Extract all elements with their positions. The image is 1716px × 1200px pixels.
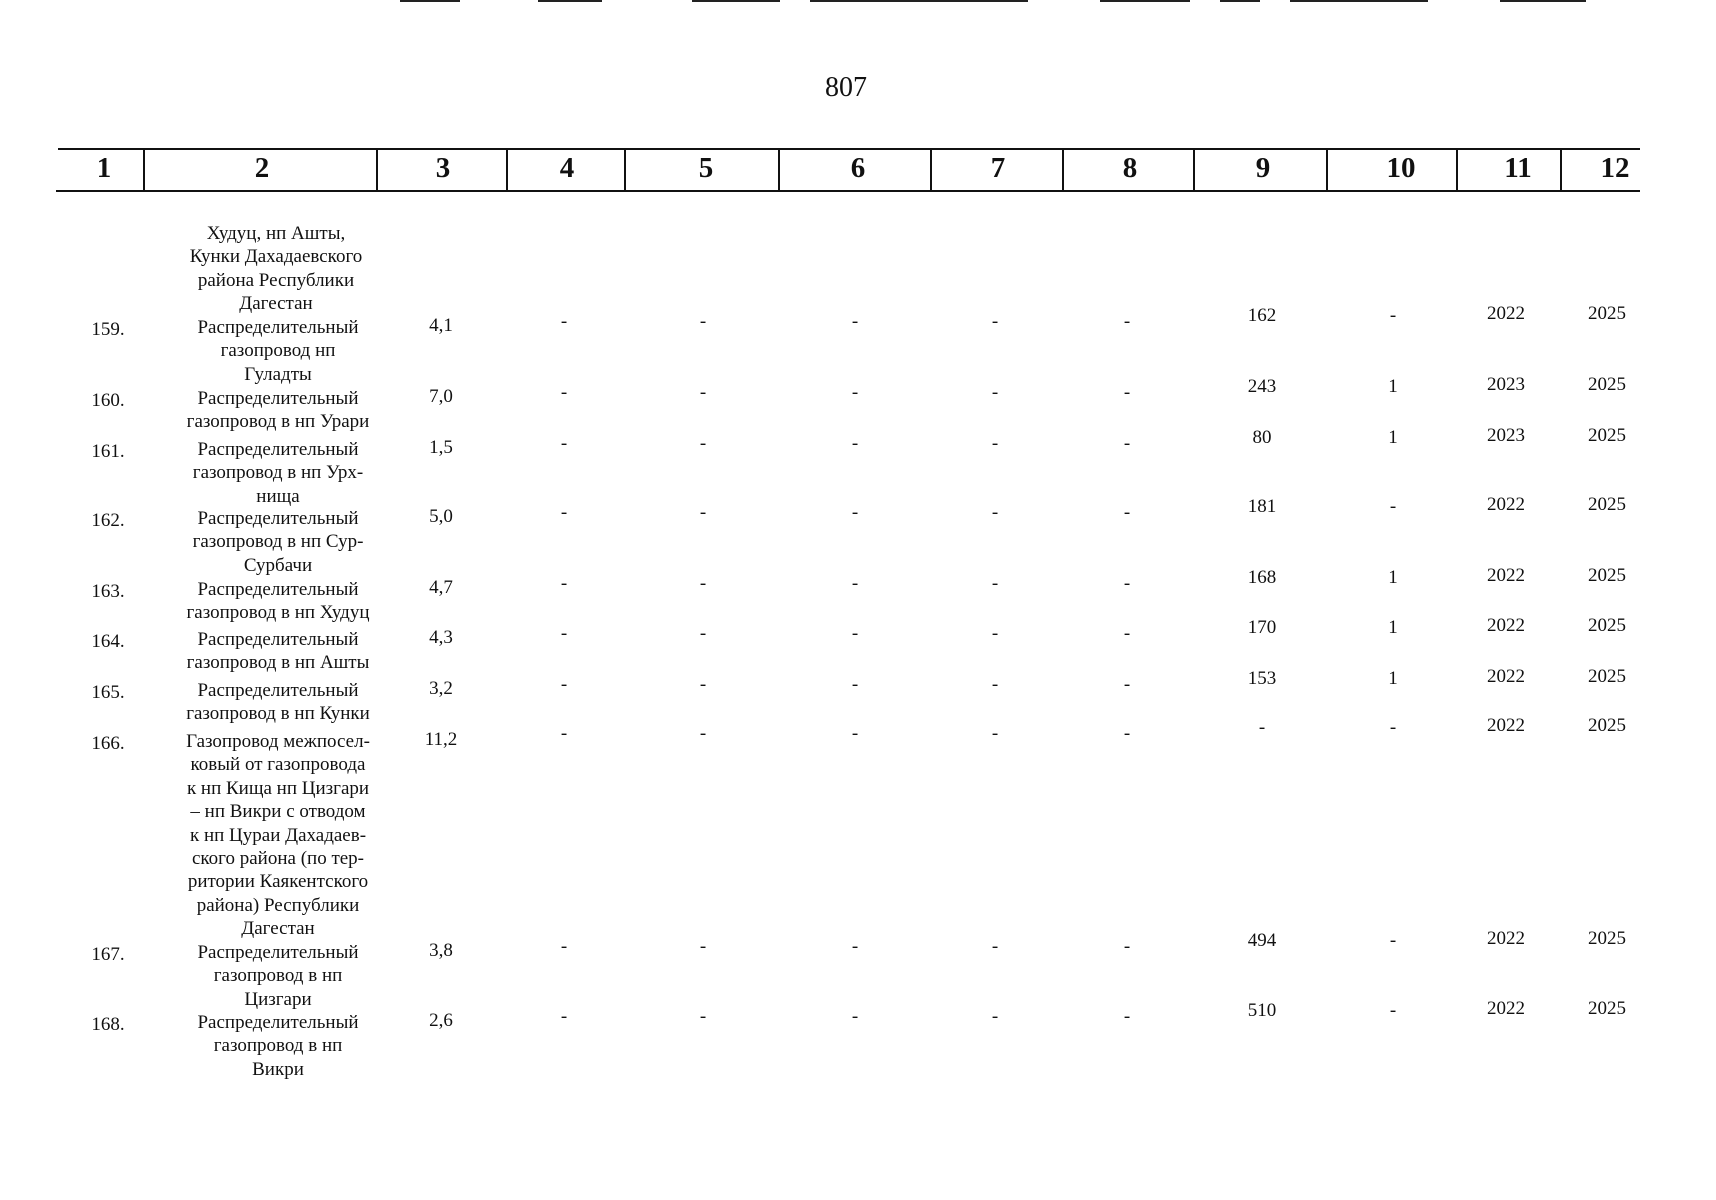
value-c7: - bbox=[991, 623, 999, 644]
end-year: 2025 bbox=[1588, 565, 1626, 586]
value-c10: - bbox=[1389, 305, 1397, 326]
value-c6: - bbox=[851, 502, 859, 523]
scan-artifact bbox=[810, 0, 1028, 2]
value-c7: - bbox=[991, 1006, 999, 1027]
row-number: 161. bbox=[91, 441, 125, 462]
length-km: 1,5 bbox=[429, 437, 453, 458]
column-header-2: 2 bbox=[254, 152, 270, 184]
value-c4: - bbox=[560, 502, 568, 523]
value-c10: 1 bbox=[1388, 668, 1398, 689]
value-c4: - bbox=[560, 674, 568, 695]
value-c5: - bbox=[699, 382, 707, 403]
start-year: 2022 bbox=[1487, 303, 1525, 324]
row-number: 162. bbox=[91, 510, 125, 531]
start-year: 2022 bbox=[1487, 565, 1525, 586]
value-c4: - bbox=[560, 573, 568, 594]
column-header-9: 9 bbox=[1255, 152, 1271, 184]
value-c10: 1 bbox=[1388, 567, 1398, 588]
end-year: 2025 bbox=[1588, 425, 1626, 446]
value-c6: - bbox=[851, 936, 859, 957]
start-year: 2023 bbox=[1487, 425, 1525, 446]
scan-artifact bbox=[400, 0, 460, 2]
row-name: Распределительный газопровод в нп Урх- нища bbox=[192, 439, 364, 507]
value-c8: - bbox=[1123, 623, 1131, 644]
end-year: 2025 bbox=[1588, 666, 1626, 687]
row-number: 165. bbox=[91, 682, 125, 703]
row-number: 168. bbox=[91, 1014, 125, 1035]
row-name: Распределительный газопровод в нп Викри bbox=[197, 1012, 359, 1080]
value-c5: - bbox=[699, 623, 707, 644]
row-name: Распределительный газопровод в нп Сур- Сурбачи bbox=[192, 508, 364, 576]
value-c9: 80 bbox=[1252, 427, 1272, 448]
value-c6: - bbox=[851, 382, 859, 403]
start-year: 2022 bbox=[1487, 666, 1525, 687]
value-c10: - bbox=[1389, 496, 1397, 517]
scan-artifact bbox=[1290, 0, 1428, 2]
start-year: 2022 bbox=[1487, 998, 1525, 1019]
value-c4: - bbox=[560, 311, 568, 332]
column-separator bbox=[506, 150, 508, 190]
row-name: Распределительный газопровод в нп Урари bbox=[186, 388, 370, 433]
column-separator bbox=[778, 150, 780, 190]
column-header-10: 10 bbox=[1386, 152, 1416, 184]
page-number: 807 bbox=[825, 72, 867, 103]
length-km: 4,3 bbox=[429, 627, 453, 648]
value-c8: - bbox=[1123, 1006, 1131, 1027]
value-c8: - bbox=[1123, 936, 1131, 957]
value-c8: - bbox=[1123, 723, 1131, 744]
value-c6: - bbox=[851, 1006, 859, 1027]
value-c9: 181 bbox=[1247, 496, 1277, 517]
value-c6: - bbox=[851, 573, 859, 594]
column-header-6: 6 bbox=[850, 152, 866, 184]
row-name: Распределительный газопровод в нп Цизгари bbox=[197, 942, 359, 1010]
value-c10: 1 bbox=[1388, 376, 1398, 397]
value-c5: - bbox=[699, 311, 707, 332]
length-km: 3,2 bbox=[429, 678, 453, 699]
value-c10: 1 bbox=[1388, 617, 1398, 638]
row-name: Распределительный газопровод в нп Кунки bbox=[186, 680, 370, 725]
start-year: 2022 bbox=[1487, 715, 1525, 736]
row-name: Газопровод межпосел- ковый от газопровода к нп Кища нп Цизгари – нп Викри с отводом к нп Цураи Дахадаев- ского района (по тер- ритории Каякентского района) Республики Дагестан bbox=[186, 731, 370, 940]
row-number: 163. bbox=[91, 581, 125, 602]
value-c8: - bbox=[1123, 573, 1131, 594]
value-c8: - bbox=[1123, 674, 1131, 695]
end-year: 2025 bbox=[1588, 615, 1626, 636]
value-c10: - bbox=[1389, 1000, 1397, 1021]
value-c9: 168 bbox=[1247, 567, 1277, 588]
value-c5: - bbox=[699, 1006, 707, 1027]
value-c4: - bbox=[560, 623, 568, 644]
value-c7: - bbox=[991, 311, 999, 332]
end-year: 2025 bbox=[1588, 715, 1626, 736]
value-c6: - bbox=[851, 623, 859, 644]
column-separator bbox=[1193, 150, 1195, 190]
column-separator bbox=[1456, 150, 1458, 190]
value-c5: - bbox=[699, 433, 707, 454]
value-c5: - bbox=[699, 674, 707, 695]
value-c9: 170 bbox=[1247, 617, 1277, 638]
value-c8: - bbox=[1123, 382, 1131, 403]
row-number: 160. bbox=[91, 390, 125, 411]
value-c9: 510 bbox=[1247, 1000, 1277, 1021]
column-separator bbox=[143, 150, 145, 190]
scan-artifact bbox=[1500, 0, 1586, 2]
value-c4: - bbox=[560, 723, 568, 744]
header-top-rule bbox=[58, 148, 1640, 150]
start-year: 2023 bbox=[1487, 374, 1525, 395]
value-c5: - bbox=[699, 723, 707, 744]
value-c5: - bbox=[699, 936, 707, 957]
value-c4: - bbox=[560, 1006, 568, 1027]
value-c7: - bbox=[991, 502, 999, 523]
column-header-7: 7 bbox=[990, 152, 1006, 184]
row-number: 164. bbox=[91, 631, 125, 652]
value-c4: - bbox=[560, 433, 568, 454]
row-name: Распределительный газопровод нп Гуладты bbox=[197, 317, 359, 385]
value-c10: - bbox=[1389, 717, 1397, 738]
length-km: 4,7 bbox=[429, 577, 453, 598]
row-number: 166. bbox=[91, 733, 125, 754]
column-header-4: 4 bbox=[559, 152, 575, 184]
value-c6: - bbox=[851, 674, 859, 695]
value-c8: - bbox=[1123, 502, 1131, 523]
end-year: 2025 bbox=[1588, 303, 1626, 324]
column-header-11: 11 bbox=[1504, 152, 1532, 184]
value-c7: - bbox=[991, 573, 999, 594]
value-c7: - bbox=[991, 723, 999, 744]
column-separator bbox=[624, 150, 626, 190]
column-header-1: 1 bbox=[96, 152, 112, 184]
end-year: 2025 bbox=[1588, 998, 1626, 1019]
value-c6: - bbox=[851, 311, 859, 332]
header-bottom-rule bbox=[56, 190, 1640, 192]
end-year: 2025 bbox=[1588, 494, 1626, 515]
value-c4: - bbox=[560, 936, 568, 957]
value-c7: - bbox=[991, 382, 999, 403]
row-name: Распределительный газопровод в нп Худуц bbox=[186, 579, 370, 624]
scan-artifact bbox=[1220, 0, 1260, 2]
start-year: 2022 bbox=[1487, 928, 1525, 949]
value-c9: 153 bbox=[1247, 668, 1277, 689]
scan-artifact bbox=[538, 0, 602, 2]
value-c6: - bbox=[851, 723, 859, 744]
column-header-3: 3 bbox=[435, 152, 451, 184]
value-c6: - bbox=[851, 433, 859, 454]
column-header-5: 5 bbox=[698, 152, 714, 184]
length-km: 11,2 bbox=[424, 729, 458, 750]
row-number: 167. bbox=[91, 944, 125, 965]
length-km: 7,0 bbox=[429, 386, 453, 407]
value-c10: - bbox=[1389, 930, 1397, 951]
column-separator bbox=[930, 150, 932, 190]
value-c9: 494 bbox=[1247, 930, 1277, 951]
end-year: 2025 bbox=[1588, 374, 1626, 395]
length-km: 2,6 bbox=[429, 1010, 453, 1031]
row-number: 159. bbox=[91, 319, 125, 340]
column-header-12: 12 bbox=[1600, 152, 1630, 184]
length-km: 5,0 bbox=[429, 506, 453, 527]
scan-artifact bbox=[692, 0, 780, 2]
column-header-8: 8 bbox=[1122, 152, 1138, 184]
end-year: 2025 bbox=[1588, 928, 1626, 949]
value-c9: 162 bbox=[1247, 305, 1277, 326]
row-name: Распределительный газопровод в нп Ашты bbox=[186, 629, 370, 674]
value-c9: 243 bbox=[1247, 376, 1277, 397]
value-c7: - bbox=[991, 936, 999, 957]
column-separator bbox=[376, 150, 378, 190]
value-c5: - bbox=[699, 573, 707, 594]
value-c7: - bbox=[991, 674, 999, 695]
column-separator bbox=[1560, 150, 1562, 190]
value-c5: - bbox=[699, 502, 707, 523]
length-km: 4,1 bbox=[429, 315, 453, 336]
carryover-name-text: Худуц, нп Ашты, Кунки Дахадаевского района Республики Дагестан bbox=[189, 223, 363, 315]
value-c9: - bbox=[1258, 717, 1266, 738]
column-separator bbox=[1062, 150, 1064, 190]
start-year: 2022 bbox=[1487, 615, 1525, 636]
value-c4: - bbox=[560, 382, 568, 403]
length-km: 3,8 bbox=[429, 940, 453, 961]
value-c7: - bbox=[991, 433, 999, 454]
value-c8: - bbox=[1123, 433, 1131, 454]
column-separator bbox=[1326, 150, 1328, 190]
start-year: 2022 bbox=[1487, 494, 1525, 515]
value-c10: 1 bbox=[1388, 427, 1398, 448]
value-c8: - bbox=[1123, 311, 1131, 332]
scan-artifact bbox=[1100, 0, 1190, 2]
